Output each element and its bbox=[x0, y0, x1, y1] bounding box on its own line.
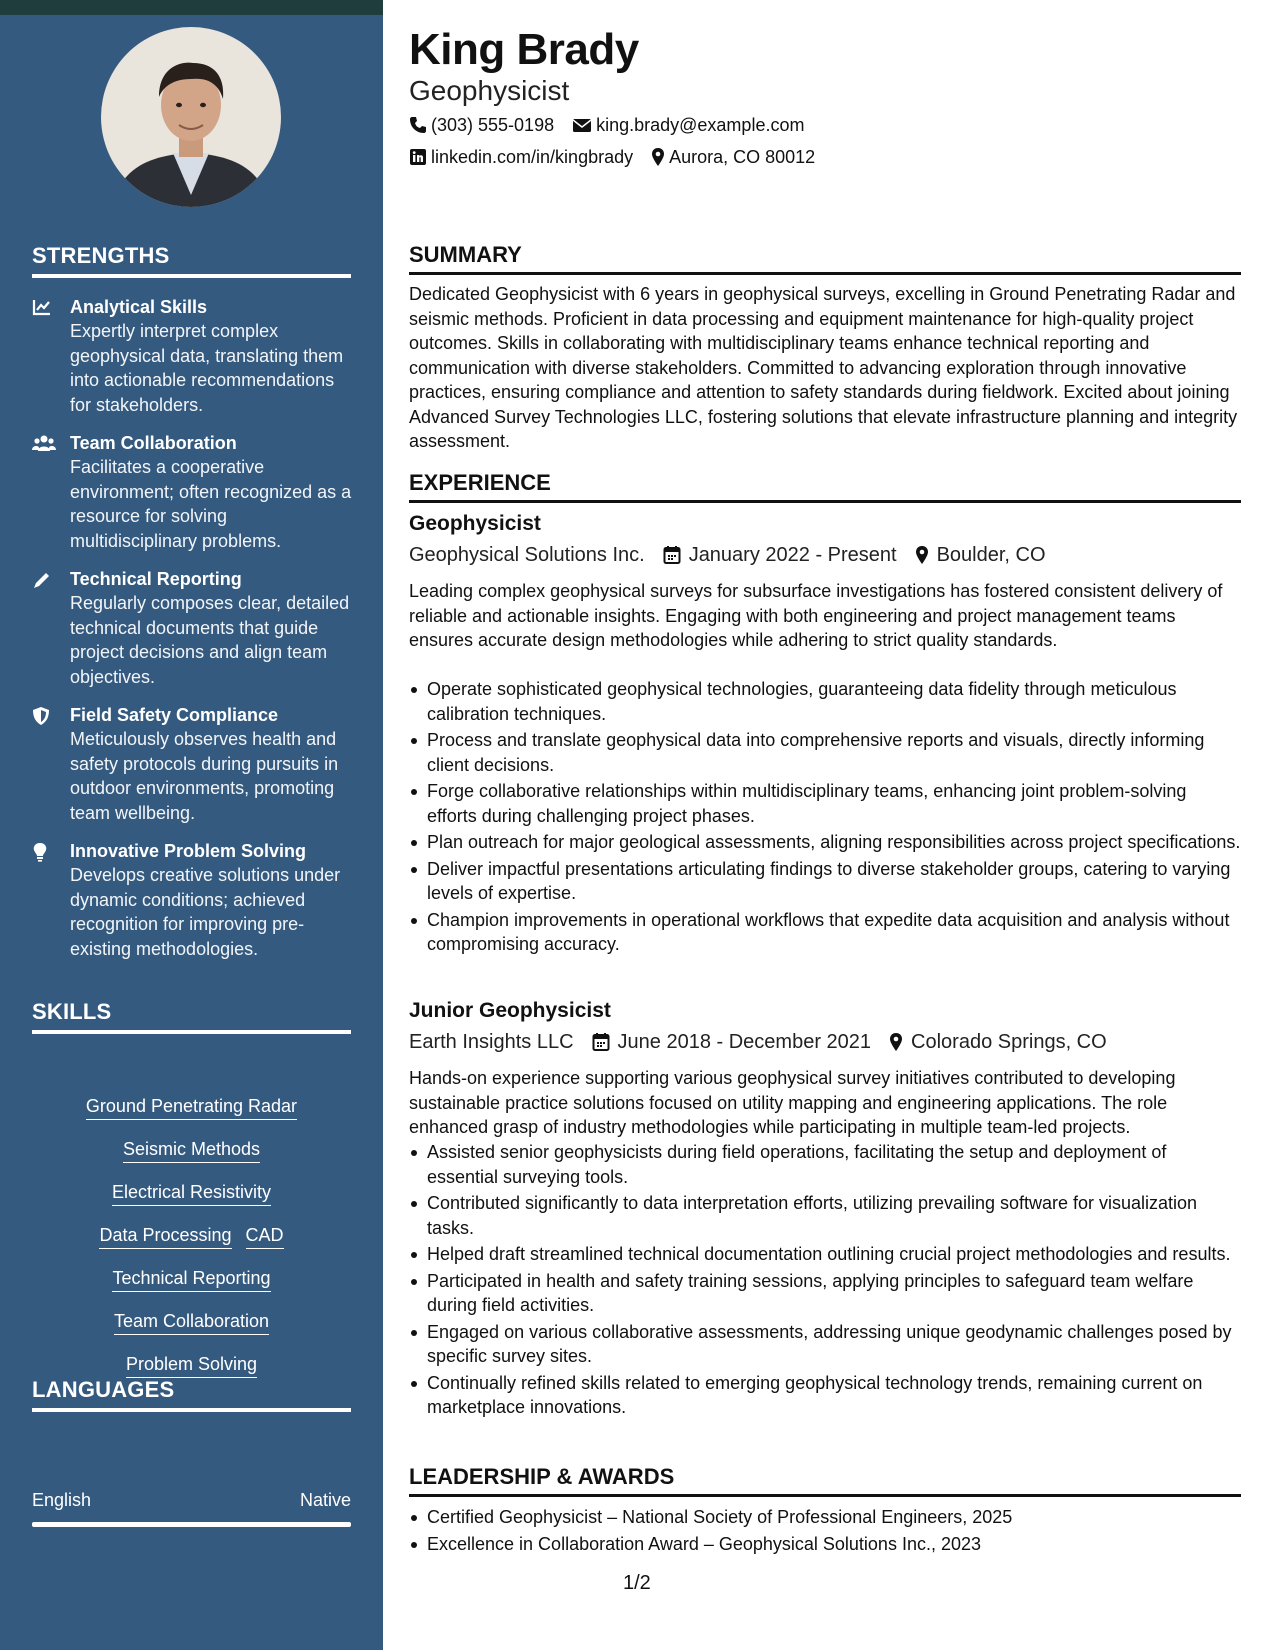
contact-row-2 bbox=[409, 145, 833, 169]
list-item: Champion improvements in operational workflows that expedite data acquisition and analysis without compromising accuracy. bbox=[409, 908, 1241, 957]
list-item: Excellence in Collaboration Award – Geophysical Solutions Inc., 2023 bbox=[409, 1532, 1241, 1557]
list-item: Helped draft streamlined technical documentation outlining crucial project methodologies and results. bbox=[409, 1242, 1241, 1267]
language-level: Native bbox=[299, 1490, 351, 1510]
skill-tag: Team Collaboration bbox=[114, 1310, 269, 1335]
lightbulb-icon bbox=[32, 839, 70, 961]
languages-title: LANGUAGES bbox=[32, 1377, 351, 1412]
skill-tag: CAD bbox=[246, 1224, 284, 1249]
strength-item bbox=[32, 431, 352, 553]
list-item: Assisted senior geophysicists during field operations, facilitating the setup and deployment of essential surveying tools. bbox=[409, 1140, 1241, 1189]
shield-icon bbox=[32, 703, 70, 825]
job-location: Boulder, CO bbox=[936, 544, 1046, 566]
language-row bbox=[32, 1490, 351, 1511]
skill-tag: Electrical Resistivity bbox=[112, 1181, 271, 1206]
skill-tag: Ground Penetrating Radar bbox=[86, 1095, 297, 1120]
summary-title: SUMMARY bbox=[409, 242, 1241, 275]
map-pin-icon bbox=[889, 1032, 911, 1052]
pencil-icon bbox=[32, 567, 70, 689]
page-number: 1/2 bbox=[623, 1572, 651, 1594]
job-role: Junior Geophysicist bbox=[409, 999, 611, 1022]
chart-line-icon bbox=[32, 295, 70, 417]
skill-tag: Technical Reporting bbox=[112, 1267, 270, 1292]
list-item: Deliver impactful presentations articulating findings to diverse stakeholder groups, catering to varying levels of expertise. bbox=[409, 857, 1241, 906]
envelope-icon bbox=[572, 117, 596, 133]
skills-list bbox=[32, 1095, 351, 1396]
phone-link[interactable]: (303) 555-0198 bbox=[431, 115, 555, 135]
job-meta bbox=[409, 542, 1064, 568]
company-name: Geophysical Solutions Inc. bbox=[409, 544, 645, 566]
calendar-icon bbox=[592, 1032, 618, 1052]
map-pin-icon bbox=[651, 147, 669, 167]
job-location: Colorado Springs, CO bbox=[911, 1031, 1107, 1053]
job-bullets bbox=[409, 677, 1241, 959]
candidate-title: Geophysicist bbox=[409, 75, 570, 106]
language-name: English bbox=[32, 1490, 92, 1510]
strength-desc: Regularly composes clear, detailed technical documents that guide project decisions and align team objectives. bbox=[70, 593, 350, 687]
list-item: Participated in health and safety training sessions, applying principles to safeguard team welfare during field activities. bbox=[409, 1269, 1241, 1318]
list-item: Operate sophisticated geophysical technologies, guaranteeing data fidelity through meticulous calibration techniques. bbox=[409, 677, 1241, 726]
strengths-title: STRENGTHS bbox=[32, 243, 351, 278]
awards-list bbox=[409, 1505, 1241, 1558]
calendar-icon bbox=[663, 545, 689, 565]
contact-row-1 bbox=[409, 113, 822, 137]
location-text: Aurora, CO 80012 bbox=[669, 147, 816, 167]
phone-icon bbox=[409, 116, 431, 134]
strength-title: Analytical Skills bbox=[70, 297, 208, 317]
strength-desc: Develops creative solutions under dynamic conditions; achieved recognition for improving pre-existing methodologies. bbox=[70, 865, 341, 959]
job-bullets bbox=[409, 1140, 1241, 1422]
strength-item bbox=[32, 839, 352, 961]
email-link[interactable]: king.brady@example.com bbox=[596, 115, 805, 135]
profile-photo bbox=[101, 27, 281, 207]
company-name: Earth Insights LLC bbox=[409, 1031, 574, 1053]
job-meta bbox=[409, 1029, 1125, 1055]
strength-item bbox=[32, 703, 352, 825]
strength-desc: Facilitates a cooperative environment; often recognized as a resource for solving multidisciplinary problems. bbox=[70, 457, 352, 551]
skill-tag: Data Processing bbox=[99, 1224, 231, 1249]
strength-title: Team Collaboration bbox=[70, 433, 237, 453]
strength-item bbox=[32, 567, 352, 689]
strength-title: Technical Reporting bbox=[70, 569, 242, 589]
awards-title: LEADERSHIP & AWARDS bbox=[409, 1464, 1241, 1497]
strengths-list bbox=[32, 295, 352, 975]
job-description: Leading complex geophysical surveys for subsurface investigations has fostered consistent delivery of reliable and actionable insights. Engaging with both engineering and project management teams ensures accurate design methodologies while adhering to strict quality standards. bbox=[409, 581, 1223, 650]
job-role: Geophysicist bbox=[409, 512, 541, 535]
skill-tag: Seismic Methods bbox=[123, 1138, 260, 1163]
summary-text: Dedicated Geophysicist with 6 years in geophysical surveys, excelling in Ground Penetrating Radar and seismic methods. Proficient in data processing and equipment maintenance for high-quality project outcomes. Skills in collaborating with multidisciplinary teams enhance technical reporting and communication with diverse stakeholders. Committed to advancing exploration through innovative practices, ensuring compliance and attention to safety standards during fieldwork. Excited about joining Advanced Survey Technologies LLC, fostering solutions that elevate infrastructure planning and integrity assessment. bbox=[409, 284, 1238, 451]
list-item: Process and translate geophysical data into comprehensive reports and visuals, directly informing client decisions. bbox=[409, 728, 1241, 777]
sidebar bbox=[0, 15, 383, 1650]
list-item: Continually refined skills related to emerging geophysical technology trends, remaining current on marketplace innovations. bbox=[409, 1371, 1241, 1420]
job-description: Hands-on experience supporting various geophysical survey initiatives contributed to developing sustainable practice solutions focused on utility mapping and engineering applications. The role enhanced grasp of industry methodologies while participating in multiple team-led projects. bbox=[409, 1068, 1176, 1137]
strength-desc: Expertly interpret complex geophysical data, translating them into actionable recommendations for stakeholders. bbox=[70, 321, 344, 415]
users-icon bbox=[32, 431, 70, 553]
strength-desc: Meticulously observes health and safety protocols during pursuits in outdoor environments, promoting team wellbeing. bbox=[70, 729, 339, 823]
strength-title: Innovative Problem Solving bbox=[70, 841, 307, 861]
linkedin-link[interactable]: linkedin.com/in/kingbrady bbox=[431, 147, 634, 167]
list-item: Forge collaborative relationships within multidisciplinary teams, enhancing joint problem-solving efforts during challenging project phases. bbox=[409, 779, 1241, 828]
top-accent-bar bbox=[0, 0, 383, 15]
skills-title: SKILLS bbox=[32, 999, 351, 1034]
map-pin-icon bbox=[915, 545, 937, 565]
skill-tag: Problem Solving bbox=[126, 1353, 257, 1378]
job-dates: June 2018 - December 2021 bbox=[617, 1031, 872, 1053]
linkedin-icon bbox=[409, 148, 431, 166]
strength-item bbox=[32, 295, 352, 417]
experience-title: EXPERIENCE bbox=[409, 470, 1241, 503]
list-item: Certified Geophysicist – National Society of Professional Engineers, 2025 bbox=[409, 1505, 1241, 1530]
strength-title: Field Safety Compliance bbox=[70, 705, 279, 725]
list-item: Contributed significantly to data interpretation efforts, utilizing prevailing software for visualization tasks. bbox=[409, 1191, 1241, 1240]
list-item: Plan outreach for major geological assessments, aligning responsibilities across project specifications. bbox=[409, 830, 1241, 855]
candidate-name: King Brady bbox=[409, 25, 639, 74]
job-dates: January 2022 - Present bbox=[688, 544, 897, 566]
list-item: Engaged on various collaborative assessments, addressing unique geodynamic challenges posed by specific survey sites. bbox=[409, 1320, 1241, 1369]
language-proficiency-bar bbox=[32, 1522, 351, 1527]
